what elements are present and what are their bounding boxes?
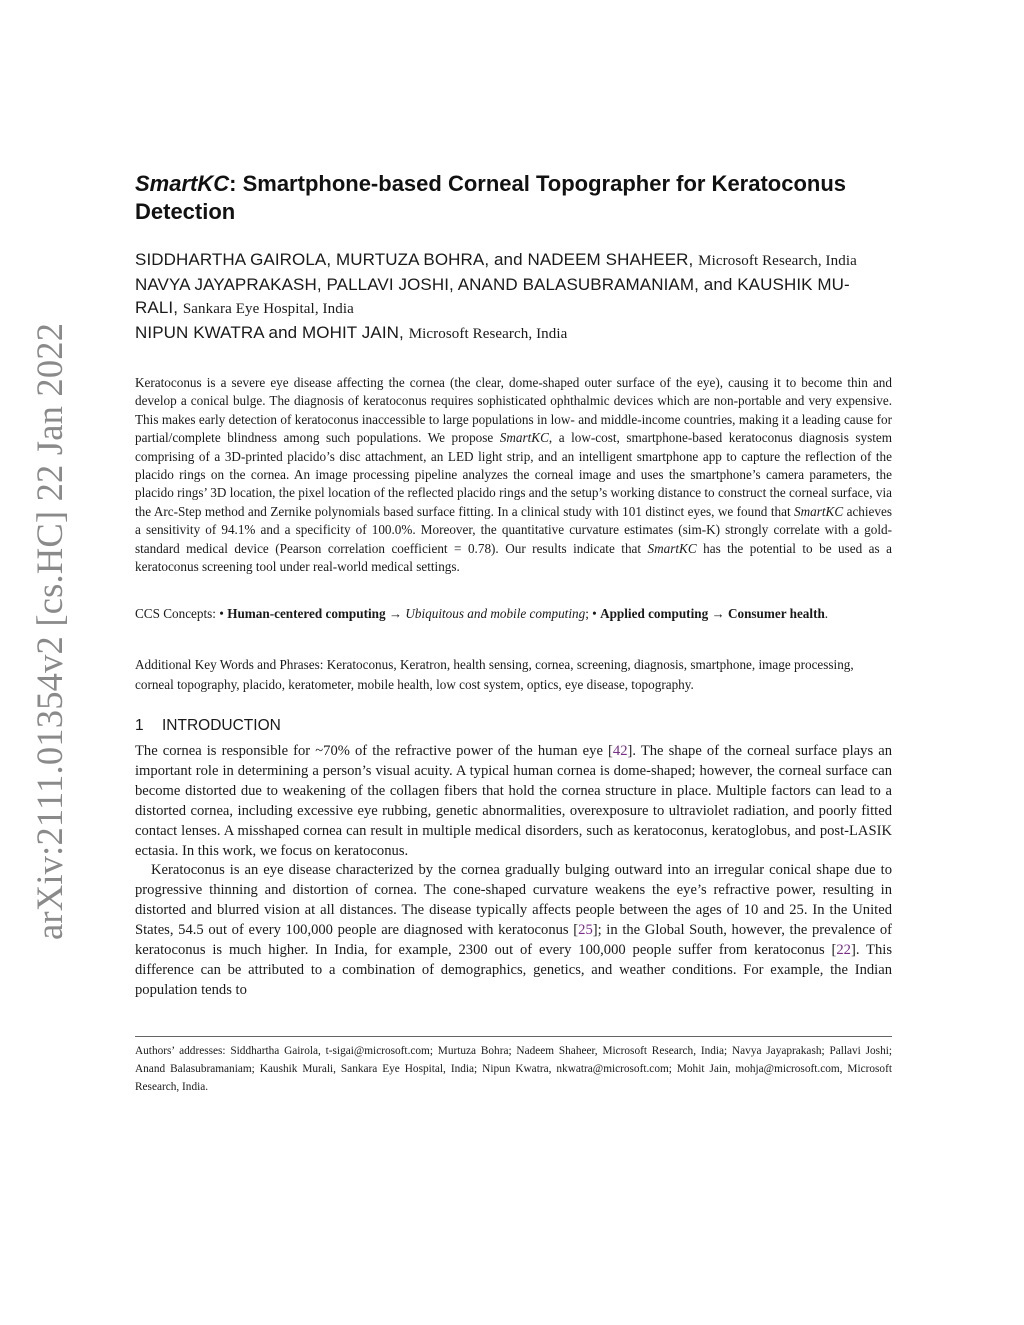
authors-addresses-footnote: Authors’ addresses: Siddhartha Gairola, t-sigai@microsoft.com; Murtuza Bohra; Nadeem Shaheer, Microsoft Research, India; Navya Jayaprakash; Pallavi Joshi; Anand Balasubramaniam; Kaushik Murali, Sankara Eye Hospital, India; Nipun Kwatra, nkwatra@microsoft.com; Mohit Jain, mohja@microsoft.com, Microsoft Research, India. (135, 1045, 892, 1093)
system-name: SmartKC (499, 430, 549, 446)
abstract (135, 374, 892, 576)
citation-link[interactable]: 42 (612, 743, 628, 759)
ccs-subconcept: Ubiquitous and mobile computing (405, 606, 586, 621)
citation-link[interactable]: 25 (578, 922, 593, 939)
ccs-concept: Applied computing (600, 606, 709, 621)
section-title: INTRODUCTION (162, 717, 281, 734)
title-rest: : Smartphone-based Corneal Topographer for Keratoconus Detection (135, 171, 847, 224)
ccs-concept: Human-centered computing (227, 606, 386, 621)
paragraph-text: ]. This difference can be attributed to a combination of demographics, genetics, and weather conditions. For example, the Indian population tends to (135, 942, 892, 998)
system-name: SmartKC (794, 503, 844, 519)
author-line-2 (135, 273, 892, 321)
section-number: 1 (135, 717, 144, 734)
ccs-arrow: → (385, 606, 406, 621)
author-names: SIDDHARTHA GAIROLA, MURTUZA BOHRA, and NADEEM SHAHEER, (135, 250, 694, 269)
section-heading (135, 717, 892, 735)
paper-title (135, 170, 892, 226)
abstract-text: , a low-cost, smartphone-based keratoconus diagnosis system comprising of a 3D-printed placido’s disc attachment, an LED light strip, and an intelligent smartphone app to capture the reflection of the placido rings on the cornea. An image processing pipeline analyzes the corneal image and uses the smartphone’s camera parameters, the placido rings’ 3D location, the pixel location of the reflected placido rings and the setup’s working distance to construct the corneal surface, via the Arc-Step method and Zernike polynomials based surface fitting. In a clinical study with 101 distinct eyes, we found that (135, 430, 892, 519)
keywords: Additional Key Words and Phrases: Keratoconus, Keratron, health sensing, cornea, screening, diagnosis, smartphone, image processing, corneal topography, placido, keratometer, mobile health, low cost system, optics, eye disease, topography. (135, 657, 854, 692)
author-affiliation: Microsoft Research, India (698, 253, 857, 269)
paragraph-2 (135, 861, 892, 1000)
ccs-label: CCS Concepts: • (135, 606, 228, 621)
ccs-separator: ; • (585, 606, 601, 621)
abstract-text: achieves a sensitivity of 94.1% and a specificity of 100.0%. Moreover, the quantitative curvature estimates (sim-K) strongly correlate with a gold-standard medical device (Pearson correlation coefficient = 0.78). Our results indicate that (135, 503, 892, 556)
author-names: NAVYA JAYAPRAKASH, PALLAVI JOSHI, ANAND BALASUBRAMANIAM, and KAUSHIK MU- RALI, (135, 275, 850, 317)
abstract-text: has the potential to be used as a keratoconus screening tool under real-world medical settings. (135, 540, 892, 575)
ccs-end: . (824, 606, 829, 621)
paragraph-text: ]; in the Global South, however, the prevalence of keratoconus is much higher. In India, for example, 2300 out of every 100,000 people suffer from keratoconus [ (135, 922, 893, 959)
author-names: NIPUN KWATRA and MOHIT JAIN, (135, 323, 404, 342)
author-block (135, 248, 892, 346)
footnote-divider (135, 1036, 892, 1037)
citation-link[interactable]: 22 (836, 942, 851, 959)
author-affiliation: Sankara Eye Hospital, India (182, 301, 354, 317)
body-text (135, 742, 892, 1001)
ccs-concepts (135, 605, 892, 623)
arxiv-identifier[interactable]: arXiv:2111.01354v2 [cs.HC] 22 Jan 2022 (29, 322, 70, 940)
ccs-arrow: → (708, 606, 728, 621)
author-line-1 (135, 248, 892, 273)
paragraph-1 (135, 742, 892, 861)
system-name: SmartKC (647, 540, 697, 556)
paragraph-text: Keratoconus is an eye disease characterized by the cornea gradually bulging outward into an irregular conical shape due to progressive thinning and distortion of cornea. The cone-shaped curvature weakens the eye’s refractive power, resulting in distorted and blurred vision at all distances. The disease typically affects people between the ages of 10 and 25. In the United States, 54.5 out of every 100,000 people are diagnosed with keratoconus [ (135, 862, 892, 939)
ccs-subconcept: Consumer health (727, 606, 825, 621)
paragraph-text: The cornea is responsible for ~70% of the refractive power of the human eye [ (135, 743, 613, 759)
paragraph-text: ]. The shape of the corneal surface plays an important role in determining a person’s visual acuity. A typical human cornea is dome-shaped; however, the corneal surface can become distorted due to weakening of the collagen fibers that hold the cornea structure in place. Multiple factors can lead to a distorted cornea, including excessive eye rubbing, genetic abnormalities, overexposure to ultraviolet radiation, and poorly fitted contact lenses. A misshaped cornea can result in multiple medical disorders, such as keratoconus, keratoglobus, and post-LASIK ectasia. In this work, we focus on keratoconus. (135, 743, 893, 859)
title-system-name: SmartKC (135, 171, 230, 196)
abstract-text: Keratoconus is a severe eye disease affecting the cornea (the clear, dome-shaped outer surface of the eye), causing it to become thin and develop a conical bulge. The diagnosis of keratoconus requires sophisticated ophthalmic devices which are non-portable and very expensive. This makes early detection of keratoconus inaccessible to large populations in low- and middle-income countries, making it a leading cause for partial/complete blindness among such populations. We propose (135, 375, 892, 446)
author-line-3 (135, 321, 892, 346)
author-affiliation: Microsoft Research, India (408, 326, 568, 342)
